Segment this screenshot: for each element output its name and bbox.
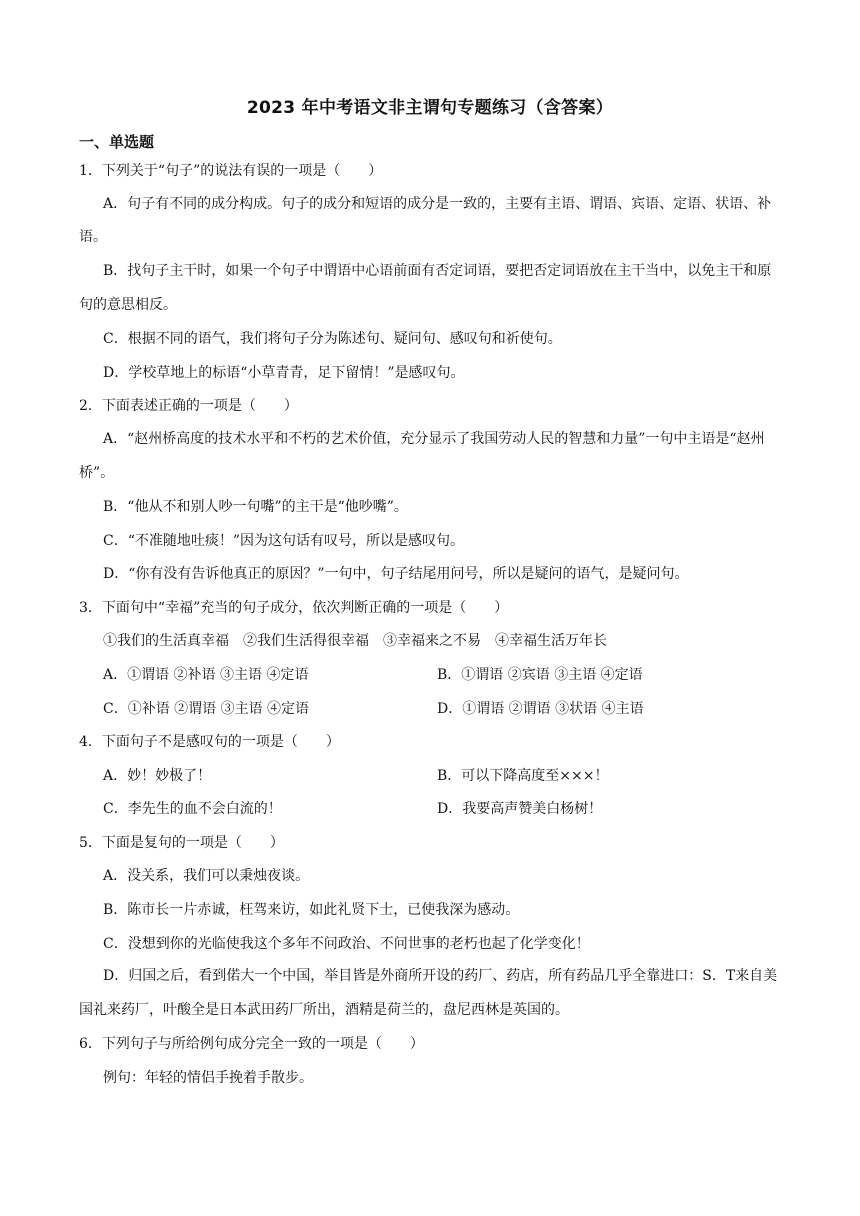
question-option: A．句子有不同的成分构成。句子的成分和短语的成分是一致的，主要有主语、谓语、宾语、定语、状语、补语。 — [79, 195, 772, 246]
question-stem: 3．下面句中“幸福”充当的句子成分，依次判断正确的一项是（ ） — [79, 599, 509, 616]
question-option: C．①补语 ②谓语 ③主语 ④定语 — [103, 700, 310, 717]
question-option: A．“赵州桥高度的技术水平和不朽的艺术价值，充分显示了我国劳动人民的智慧和力量”一句中主语是“赵州桥”。 — [79, 430, 765, 481]
question-option: B．①谓语 ②宾语 ③主语 ④定语 — [437, 666, 643, 683]
question-option: B．陈市长一片赤诚，枉驾来访，如此礼贤下士，已使我深为感动。 — [103, 902, 520, 919]
question-stem: 5．下面是复句的一项是（ ） — [79, 834, 284, 851]
option-row — [103, 798, 779, 820]
question-option: D．①谓语 ②谓语 ③状语 ④主语 — [437, 700, 644, 717]
question-option: A．①谓语 ②补语 ③主语 ④定语 — [103, 666, 309, 683]
question-example: 例句：年轻的情侣手挽着手散步。 — [103, 1070, 313, 1087]
question-stem: 6．下列句子与所给例句成分完全一致的一项是（ ） — [79, 1036, 424, 1053]
page-title: 2023 年中考语文非主谓句专题练习（含答案） — [246, 98, 614, 118]
question-option: A．没关系，我们可以秉烛夜谈。 — [103, 868, 310, 885]
question-option: C．李先生的血不会白流的！ — [103, 801, 282, 818]
question-stem: 2．下面表述正确的一项是（ ） — [79, 398, 298, 415]
option-row — [103, 698, 779, 720]
question-option: D．归国之后，看到偌大一个中国，举目皆是外商所开设的药厂、药店，所有药品几乎全靠进口：S．T来自美国礼来药厂，叶酸全是日本武田药厂所出，酒精是荷兰的，盘尼西林是英国的。 — [79, 968, 778, 1019]
question-list — [79, 160, 779, 1101]
question-option: B．找句子主干时，如果一个句子中谓语中心语前面有否定词语，要把否定词语放在主干当中，以免主干和原句的意思相反。 — [79, 262, 772, 313]
question-option: C．根据不同的语气，我们将句子分为陈述句、疑问句、感叹句和祈使句。 — [103, 330, 562, 347]
section-heading: 一、单选题 — [79, 133, 155, 151]
question-option: D．学校草地上的标语“小草青青，足下留情！”是感叹句。 — [103, 364, 465, 381]
question-option: C．“不准随地吐痰！”因为这句话有叹号，所以是感叹句。 — [103, 532, 465, 549]
option-row — [103, 664, 779, 686]
question-stem: 1．下列关于“句子”的说法有误的一项是（ ） — [79, 163, 383, 179]
question-option: B．可以下降高度至×××！ — [437, 767, 609, 784]
question-option: B．“他从不和别人吵一句嘴”的主干是“他吵嘴”。 — [103, 498, 408, 515]
question-option: D．我要高声赞美白杨树！ — [437, 801, 603, 818]
question-example-sentences: ①我们的生活真幸福 ②我们生活得很幸福 ③幸福来之不易 ④幸福生活万年长 — [103, 633, 607, 650]
question-stem: 4．下面句子不是感叹句的一项是（ ） — [79, 734, 340, 751]
question-option: D．“你有没有告诉他真正的原因？”一句中，句子结尾用问号，所以是疑问的语气，是疑问句。 — [103, 566, 689, 583]
question-option: C．没想到你的光临使我这个多年不问政治、不问世事的老朽也起了化学变化！ — [103, 935, 590, 952]
option-row — [103, 765, 779, 787]
question-option: A．妙！妙极了！ — [103, 767, 212, 784]
